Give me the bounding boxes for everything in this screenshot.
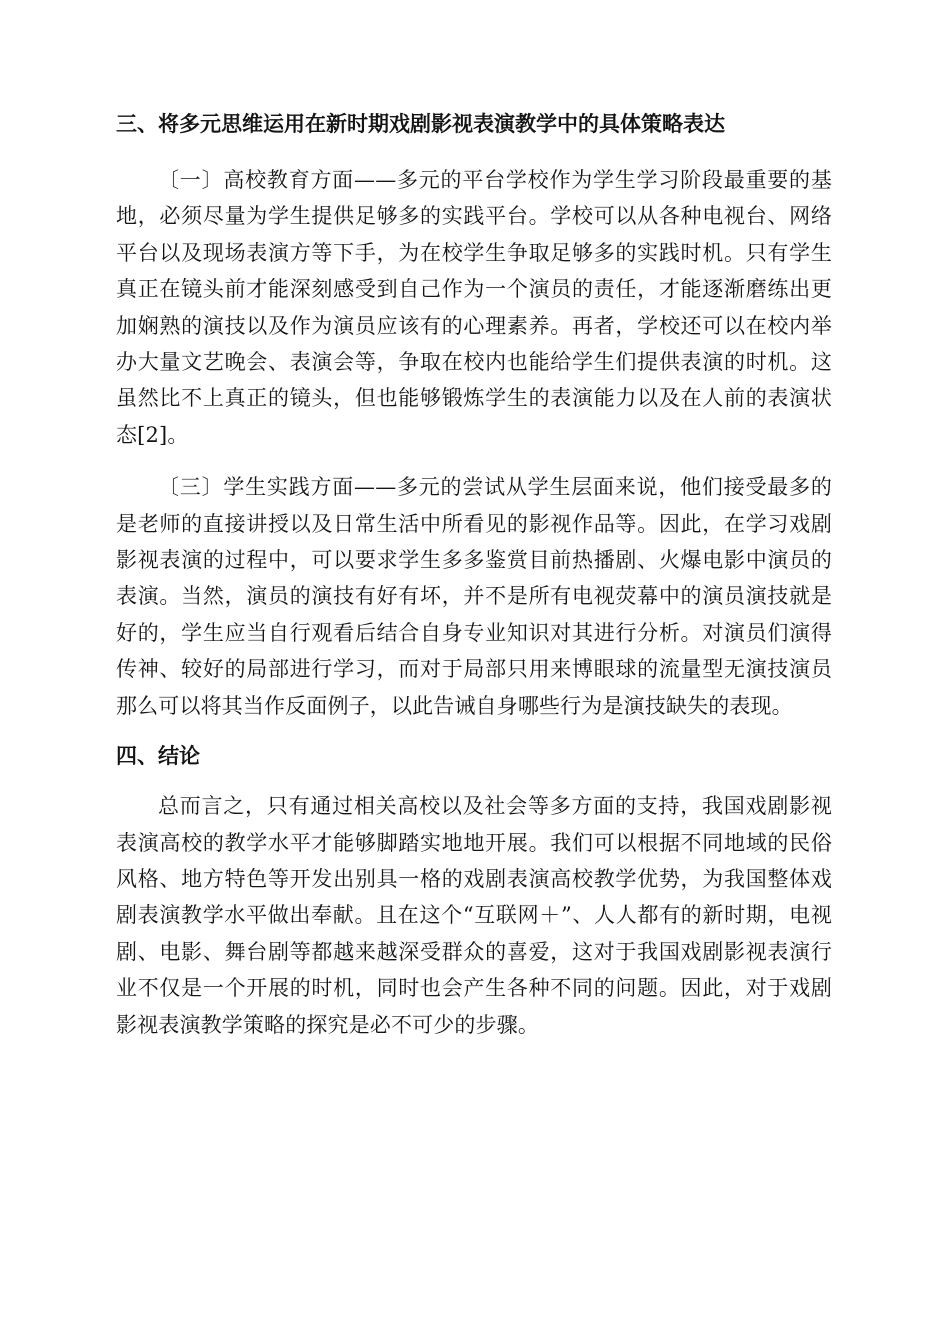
section-heading-4: 四、结论	[116, 744, 200, 769]
section-heading-3: 三、将多元思维运用在新时期戏剧影视表演教学中的具体策略表达	[116, 112, 725, 136]
paragraph-student-practice: 〔三〕学生实践方面——多元的尝试从学生层面来说，他们接受最多的是老师的直接讲授以及日常生活中所看见的影视作品等。因此，在学习戏剧影视表演的过程中，可以要求学生多多鉴赏目前热播剧、火爆电影中演员的表演。当然，演员的演技有好有坏，并不是所有电视荧幕中的演员演技就是好的，学生应当自行观看后结合自身专业知识对其进行分析。对演员们演得传神、较好的局部进行学习，而对于局部只用来博眼球的流量型无演技演员那么可以将其当作反面例子，以此告诫自身哪些行为是演技缺失的表现。	[116, 475, 832, 718]
paragraph-conclusion: 总而言之，只有通过相关高校以及社会等多方面的支持，我国戏剧影视表演高校的教学水平才能够脚踏实地地开展。我们可以根据不同地域的民俗风格、地方特色等开发出别具一格的戏剧表演高校教学优势，为我国整体戏剧表演教学水平做出奉献。且在这个“互联网＋”、人人都有的新时期，电视剧、电影、舞台剧等都越来越深受群众的喜爱，这对于我国戏剧影视表演行业不仅是一个开展的时机，同时也会产生各种不同的问题。因此，对于戏剧影视表演教学策略的探究是必不可少的步骤。	[116, 794, 832, 1037]
document-body	[116, 106, 832, 1043]
paragraph-higher-education: 〔一〕高校教育方面——多元的平台学校作为学生学习阶段最重要的基地，必须尽量为学生提供足够多的实践平台。学校可以从各种电视台、网络平台以及现场表演方等下手，为在校学生争取足够多的实践时机。只有学生真正在镜头前才能深刻感受到自己作为一个演员的责任，才能逐渐磨练出更加娴熟的演技以及作为演员应该有的心理素养。再者，学校还可以在校内举办大量文艺晚会、表演会等，争取在校内也能给学生们提供表演的时机。这虽然比不上真正的镜头，但也能够锻炼学生的表演能力以及在人前的表演状态[2]。	[116, 168, 832, 447]
